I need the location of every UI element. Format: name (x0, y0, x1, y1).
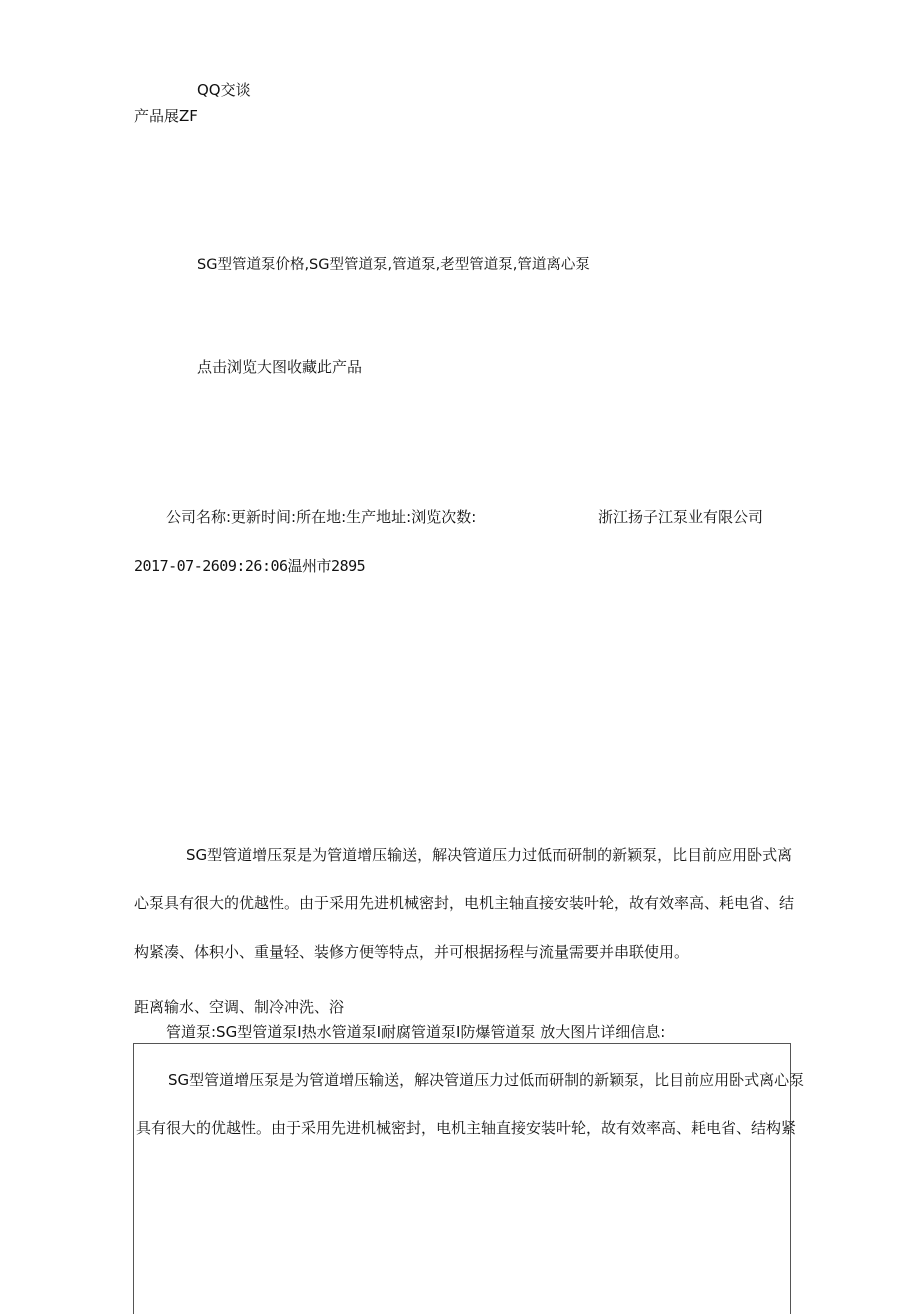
company-name: 浙江扬子江泵业有限公司 (598, 508, 764, 526)
description-line: 构紧凑、体积小、重量轻、装修方便等特点，并可根据扬程与流量需要并串联使用。 (134, 943, 690, 961)
description-line: 心泵具有很大的优越性。由于采用先进机械密封，电机主轴直接安装叶轮，故有效率高、耗电省、结 (134, 894, 795, 912)
info-labels: 公司名称:更新时间:所在地:生产地址:浏览次数: (166, 508, 477, 526)
category-links[interactable]: 管道泵:SG型管道泵I热水管道泵I耐腐管道泵I防爆管道泵 放大图片详细信息: (166, 1023, 666, 1041)
info-values: 2017-07-2609:26:06温州市2895 (134, 557, 366, 575)
product-show-heading: 产品展ZF (134, 107, 198, 125)
product-actions-link[interactable]: 点击浏览大图收藏此产品 (197, 358, 363, 376)
detail-line: 具有很大的优越性。由于采用先进机械密封，电机主轴直接安装叶轮，故有效率高、耗电省、结构紧 (136, 1119, 797, 1137)
qq-chat-link[interactable]: QQ交谈 (197, 81, 251, 99)
usage-text: 距离输水、空调、制冷冲洗、浴 (134, 998, 345, 1016)
description-line: SG型管道增压泵是为管道增压输送，解决管道压力过低而研制的新颖泵，比目前应用卧式离 (186, 846, 793, 864)
product-title: SG型管道泵价格,SG型管道泵,管道泵,老型管道泵,管道离心泵 (197, 257, 590, 273)
detail-box (133, 1043, 805, 1314)
detail-line: SG型管道增压泵是为管道增压输送，解决管道压力过低而研制的新颖泵，比目前应用卧式离心泵 (168, 1071, 805, 1089)
